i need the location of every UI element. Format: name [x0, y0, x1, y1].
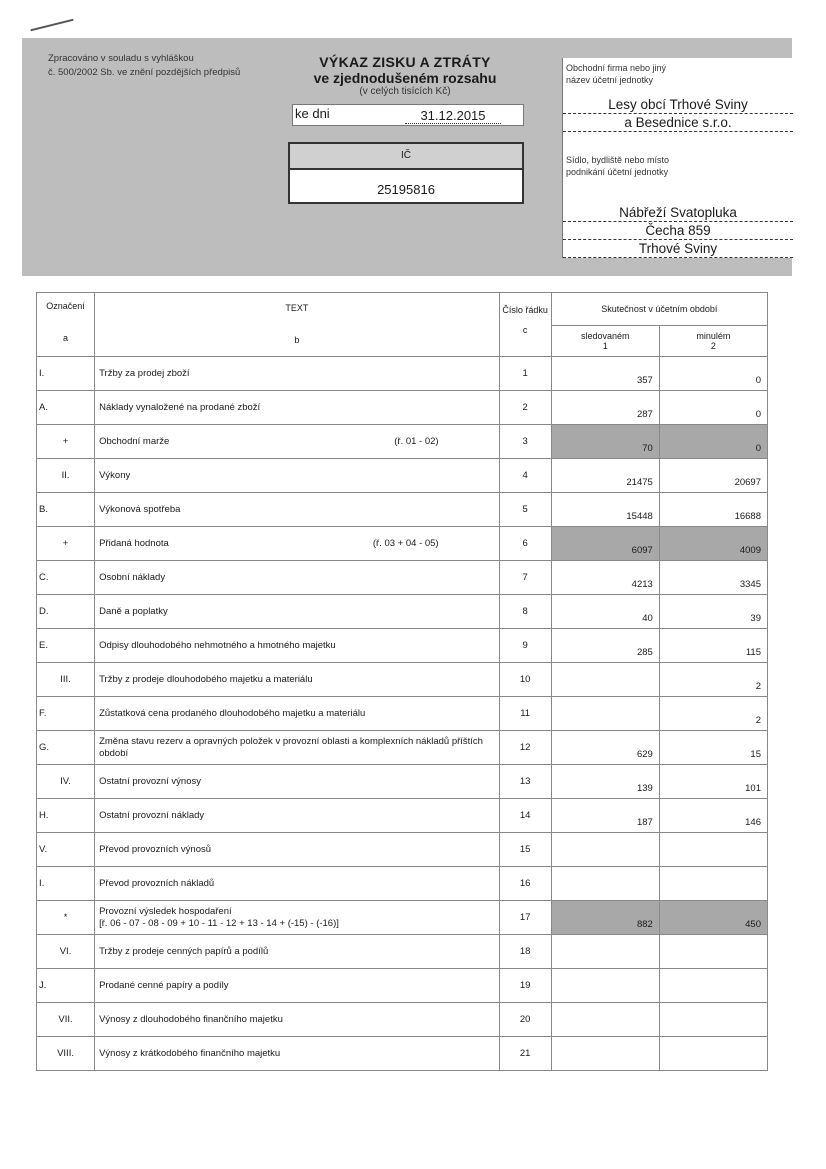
row-text-label: Výnosy z krátkodobého finančního majetku [99, 1048, 281, 1059]
ic-field [288, 142, 524, 204]
row-text-label: Výkony [99, 470, 131, 481]
row-text [95, 425, 500, 459]
row-current-value: 629 [551, 731, 659, 765]
row-current-value: 357 [551, 357, 659, 391]
row-text-label: Ostatní provozní náklady [99, 810, 205, 821]
row-text [95, 493, 500, 527]
row-text-label: Převod provozních výnosů [99, 844, 212, 855]
row-number: 13 [499, 765, 551, 799]
row-code: + [37, 425, 95, 459]
table-row [37, 663, 768, 697]
row-number: 9 [499, 629, 551, 663]
header-current: sledovaném 1 [551, 326, 659, 357]
row-text-label: Změna stavu rezerv a opravných položek v provozní oblasti a komplexních nákladů příštích období [99, 735, 483, 759]
regulation-line-2: č. 500/2002 Sb. ve znění pozdějších předpisů [48, 67, 241, 78]
row-text [95, 935, 500, 969]
row-text-label: Tržby z prodeje cenných papírů a podílů [99, 946, 269, 957]
row-code: I. [37, 867, 95, 901]
table-row [37, 867, 768, 901]
row-text-label: Odpisy dlouhodobého nehmotného a hmotného majetku [99, 640, 336, 651]
seat-line-2: Čecha 859 [563, 222, 793, 240]
row-code: VII. [37, 1003, 95, 1037]
row-code: A. [37, 391, 95, 425]
row-previous-value: 2 [659, 697, 767, 731]
row-current-value: 287 [551, 391, 659, 425]
firm-label-1: Obchodní firma nebo jiný [566, 63, 667, 73]
row-text-label: Osobní náklady [99, 572, 166, 583]
row-previous-value: 450 [659, 901, 767, 935]
row-text [95, 867, 500, 901]
firm-name-1: Lesy obcí Trhové Sviny [563, 96, 793, 114]
row-current-value: 21475 [551, 459, 659, 493]
firm-name-2: a Besednice s.r.o. [563, 114, 793, 132]
table-row [37, 459, 768, 493]
sub-label-a: a [63, 333, 69, 343]
table-row [37, 799, 768, 833]
row-number: 12 [499, 731, 551, 765]
row-number: 6 [499, 527, 551, 561]
row-text [95, 595, 500, 629]
row-current-value [551, 969, 659, 1003]
row-text-label: Provozní výsledek hospodaření [99, 905, 232, 917]
table-row [37, 1037, 768, 1071]
ic-value: 25195816 [377, 182, 435, 197]
row-text [95, 731, 500, 765]
firm-label-2: název účetní jednotky [566, 75, 654, 85]
row-text [95, 663, 500, 697]
table-row [37, 833, 768, 867]
income-statement-table [36, 292, 768, 1071]
header-text: TEXT b [95, 293, 500, 357]
row-current-value [551, 935, 659, 969]
row-code: II. [37, 459, 95, 493]
row-text [95, 357, 500, 391]
table-row [37, 425, 768, 459]
row-formula: (ř. 03 + 04 - 05) [372, 538, 439, 549]
date-field [292, 104, 524, 126]
row-text-label: Výnosy z dlouhodobého finančního majetku [99, 1014, 283, 1025]
row-text-label: Zůstatková cena prodaného dlouhodobého majetku a materiálu [99, 708, 366, 719]
row-previous-value: 115 [659, 629, 767, 663]
row-code: B. [37, 493, 95, 527]
seat-line-1: Nábřeží Svatopluka [563, 204, 793, 222]
row-current-value: 882 [551, 901, 659, 935]
scan-mark [30, 19, 73, 32]
row-code: H. [37, 799, 95, 833]
row-text [95, 561, 500, 595]
row-current-value [551, 697, 659, 731]
row-text [95, 833, 500, 867]
row-previous-value: 20697 [659, 459, 767, 493]
seat-label-2: podnikání účetní jednotky [566, 167, 669, 177]
row-code: V. [37, 833, 95, 867]
row-code: * [37, 901, 95, 935]
row-text [95, 527, 500, 561]
row-text-label: Obchodní marže [99, 436, 170, 447]
row-number: 7 [499, 561, 551, 595]
row-text [95, 697, 500, 731]
row-previous-value: 3345 [659, 561, 767, 595]
row-number: 18 [499, 935, 551, 969]
report-header [22, 38, 792, 276]
row-current-value: 4213 [551, 561, 659, 595]
row-number: 21 [499, 1037, 551, 1071]
row-number: 20 [499, 1003, 551, 1037]
row-text-label: Ostatní provozní výnosy [99, 776, 201, 787]
row-number: 8 [499, 595, 551, 629]
title-sub: ve zjednodušeném rozsahu [313, 70, 497, 86]
row-number: 2 [499, 391, 551, 425]
row-previous-value: 101 [659, 765, 767, 799]
row-previous-value: 0 [659, 391, 767, 425]
row-code: D. [37, 595, 95, 629]
row-previous-value: 16688 [659, 493, 767, 527]
ic-label: IČ [290, 144, 522, 170]
table-row [37, 595, 768, 629]
header-code: Označení a [37, 293, 95, 357]
row-current-value: 285 [551, 629, 659, 663]
row-code: III. [37, 663, 95, 697]
regulation-note [48, 52, 240, 80]
row-previous-value [659, 969, 767, 1003]
row-previous-value [659, 833, 767, 867]
row-current-value: 6097 [551, 527, 659, 561]
sub-label-c: c [522, 325, 528, 335]
row-previous-value [659, 867, 767, 901]
header-actual: Skutečnost v účetním období [551, 293, 767, 326]
table-row [37, 1003, 768, 1037]
row-current-value: 40 [551, 595, 659, 629]
row-text [95, 459, 500, 493]
row-number: 16 [499, 867, 551, 901]
row-code: + [37, 527, 95, 561]
regulation-line-1: Zpracováno v souladu s vyhláškou [48, 53, 194, 64]
table-row [37, 935, 768, 969]
table-row [37, 527, 768, 561]
table-row [37, 357, 768, 391]
row-text-label: Výkonová spotřeba [99, 504, 181, 515]
row-text-label: Tržby z prodeje dlouhodobého majetku a materiálu [99, 674, 313, 685]
row-previous-value [659, 1003, 767, 1037]
row-previous-value: 39 [659, 595, 767, 629]
row-number: 5 [499, 493, 551, 527]
row-number: 4 [499, 459, 551, 493]
table-row [37, 561, 768, 595]
row-text-label: Náklady vynaložené na prodané zboží [99, 402, 261, 413]
row-code: VI. [37, 935, 95, 969]
row-current-value [551, 867, 659, 901]
row-number: 15 [499, 833, 551, 867]
row-text [95, 901, 500, 935]
table-row [37, 969, 768, 1003]
row-current-value [551, 833, 659, 867]
row-previous-value: 2 [659, 663, 767, 697]
seat-label-1: Sídlo, bydliště nebo místo [566, 155, 670, 165]
row-text [95, 1003, 500, 1037]
title-main: VÝKAZ ZISKU A ZTRÁTY [319, 54, 491, 70]
report-title [290, 54, 520, 97]
row-text [95, 765, 500, 799]
table-row [37, 765, 768, 799]
table-row [37, 391, 768, 425]
row-current-value [551, 1003, 659, 1037]
row-text [95, 1037, 500, 1071]
row-formula: (ř. 01 - 02) [394, 436, 439, 447]
row-previous-value [659, 935, 767, 969]
firm-box [562, 58, 793, 258]
row-previous-value [659, 1037, 767, 1071]
row-text [95, 969, 500, 1003]
row-number: 1 [499, 357, 551, 391]
row-code: F. [37, 697, 95, 731]
row-current-value: 70 [551, 425, 659, 459]
table-row [37, 493, 768, 527]
date-label: ke dni [295, 106, 330, 121]
row-text [95, 391, 500, 425]
row-current-value: 15448 [551, 493, 659, 527]
row-code: G. [37, 731, 95, 765]
row-text [95, 799, 500, 833]
row-current-value [551, 1037, 659, 1071]
row-number: 11 [499, 697, 551, 731]
table-row [37, 901, 768, 935]
row-code: I. [37, 357, 95, 391]
row-current-value [551, 663, 659, 697]
table-row [37, 629, 768, 663]
row-text-label: Prodané cenné papíry a podíly [99, 980, 229, 991]
row-number: 19 [499, 969, 551, 1003]
row-previous-value: 0 [659, 425, 767, 459]
row-current-value: 139 [551, 765, 659, 799]
header-row-number: Číslo řádku c [499, 293, 551, 357]
row-text-label: Přidaná hodnota [99, 538, 169, 549]
title-units: (v celých tisících Kč) [359, 86, 451, 97]
row-current-value: 187 [551, 799, 659, 833]
row-text-label: Daně a poplatky [99, 606, 168, 617]
row-code: VIII. [37, 1037, 95, 1071]
row-previous-value: 0 [659, 357, 767, 391]
date-value: 31.12.2015 [405, 108, 501, 124]
row-text-label: Tržby za prodej zboží [99, 368, 190, 379]
row-previous-value: 4009 [659, 527, 767, 561]
row-code: IV. [37, 765, 95, 799]
table-row [37, 731, 768, 765]
row-code: E. [37, 629, 95, 663]
row-number: 17 [499, 901, 551, 935]
sub-label-b: b [294, 335, 300, 345]
row-code: J. [37, 969, 95, 1003]
row-previous-value: 15 [659, 731, 767, 765]
row-number: 3 [499, 425, 551, 459]
row-code: C. [37, 561, 95, 595]
row-number: 14 [499, 799, 551, 833]
row-previous-value: 146 [659, 799, 767, 833]
table-row [37, 697, 768, 731]
row-text [95, 629, 500, 663]
seat-line-3: Trhové Sviny [563, 240, 793, 258]
header-previous: minulém 2 [659, 326, 767, 357]
row-number: 10 [499, 663, 551, 697]
row-text-label: Převod provozních nákladů [99, 878, 215, 889]
row-formula: [ř. 06 - 07 - 08 - 09 + 10 - 11 - 12 + 13 - 14 + (-15) - (-16)] [99, 917, 339, 929]
